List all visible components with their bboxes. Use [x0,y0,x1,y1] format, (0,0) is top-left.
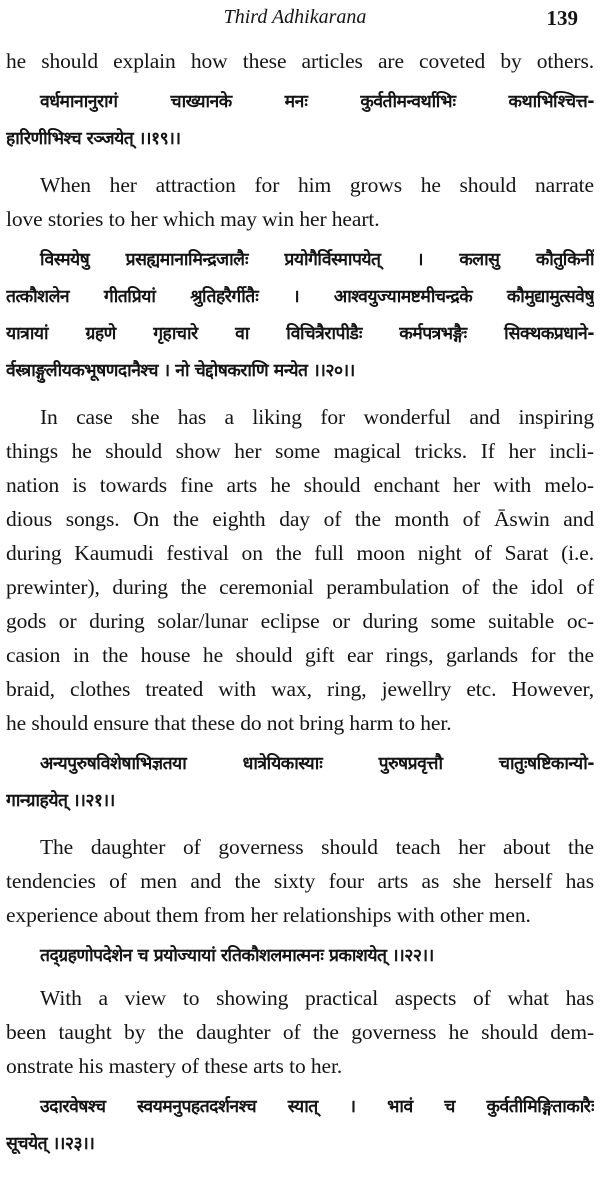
sanskrit-verse-20 [6,242,594,390]
verse-line: उदारवेषश्च स्वयमनुपहतदर्शनश्च स्यात् । भावं च कुर्वतीमिङ्गिताकारैः [40,1097,594,1117]
sanskrit-verse-22 [6,938,594,975]
verse-line: र्वस्त्राङ्गुलीयकभूषणदानैश्च । नो चेद्दोषकराणि मन्येत ।।२०।। [6,361,355,381]
english-paragraph-continuation [6,44,594,78]
text-line: In case she has a liking for wonderful and inspiring [40,405,594,429]
text-line: tendencies of men and the sixty four arts as she herself has [6,869,594,893]
verse-line: विस्मयेषु प्रसह्यमानामिन्द्रजालैः प्रयोगैर्विस्मापयेत् । कलासु कौतुकिनीं [40,250,594,270]
text-line: dious songs. On the eighth day of the month of Āswin and [6,507,594,531]
text-line: onstrate his mastery of these arts to her. [6,1054,343,1078]
text-line: love stories to her which may win her heart. [6,207,380,231]
text-line: prewinter), during the ceremonial perambulation of the idol of [6,575,594,599]
sanskrit-verse-23 [6,1089,594,1163]
verse-line: यात्रायां ग्रहणे गृहाचारे वा विचित्रैरापीडैः कर्मपत्रभङ्गैः सिक्थकप्रधाने- [6,324,594,344]
text-line: The daughter of governess should teach her about the [40,835,594,859]
text-line: When her attraction for him grows he should narrate [40,173,594,197]
english-paragraph [6,830,594,932]
verse-line: गान्ग्राहयेत् ।।२१।। [6,791,115,811]
text-line: been taught by the daughter of the governess he should dem- [6,1020,594,1044]
text-line: With a view to showing practical aspects of what has [40,986,594,1010]
text-line: he should explain how these articles are coveted by others. [6,49,594,73]
english-paragraph [6,981,594,1083]
text-line: casion in the house he should gift ear rings, garlands for the [6,643,594,667]
text-line: during Kaumudi festival on the full moon night of Sarat (i.e. [6,541,594,565]
sanskrit-verse-19 [6,84,594,158]
text-line: gods or during solar/lunar eclipse or during some suitable oc- [6,609,594,633]
page-number: 139 [546,6,578,30]
text-line: he should ensure that these do not bring harm to her. [6,711,452,735]
page-header [0,2,600,34]
verse-line: सूचयेत् ।।२३।। [6,1134,95,1154]
text-line: things he should show her some magical tricks. If her incli- [6,439,594,463]
sanskrit-verse-21 [6,746,594,820]
verse-line: अन्यपुरुषविशेषाभिज्ञतया धात्रेयिकास्याः पुरुषप्रवृत्तौ चातुःषष्टिकान्यो- [40,754,594,774]
verse-line: तद्ग्रहणोपदेशेन च प्रयोज्यायां रतिकौशलमात्मनः प्रकाशयेत् ।।२२।। [40,946,434,966]
verse-line: तत्कौशलेन गीतप्रियां श्रुतिहरैर्गीतैः । आश्वयुज्यामष्टमीचन्द्रके कौमुद्यामुत्सवेषु [6,287,594,307]
running-head: Third Adhikarana [223,6,367,28]
english-paragraph [6,168,594,236]
text-line: nation is towards fine arts he should enchant her with melo- [6,473,594,497]
english-paragraph [6,400,594,740]
verse-line: वर्धमानानुरागं चाख्यानके मनः कुर्वतीमन्वर्थाभिः कथाभिश्चित्त- [40,92,594,112]
page-body [6,44,594,1163]
text-line: braid, clothes treated with wax, ring, jewellry etc. However, [6,677,594,701]
verse-line: हारिणीभिश्च रञ्जयेत् ।।१९।। [6,129,181,149]
text-line: experience about them from her relationships with other men. [6,903,531,927]
